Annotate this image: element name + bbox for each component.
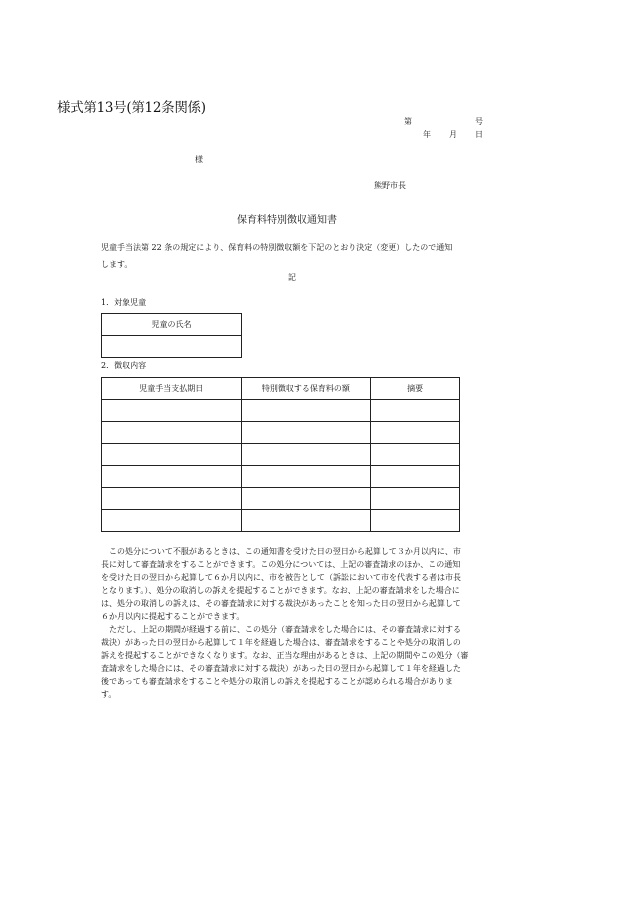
notice-line: 訴えを提起することができなくなります。なお、正当な理由があるときは、上記の期間やこの処分（審 — [101, 651, 469, 660]
table-row — [102, 466, 460, 488]
table-row — [102, 400, 460, 422]
amount-cell[interactable] — [241, 444, 371, 466]
amount-cell[interactable] — [241, 466, 371, 488]
section2-heading: 2．徴収内容 — [101, 361, 147, 370]
special-collection-amount-header: 特別徴収する保育料の額 — [241, 378, 371, 400]
table-row — [102, 444, 460, 466]
notice-line: 裁決）があった日の翌日から起算して１年を経過した場合は、審査請求をすることや処分の取消しの — [101, 638, 461, 647]
payment-date-cell[interactable] — [102, 510, 242, 532]
notice-line: 後であっても審査請求をすることや処分の取消しの訴えを提起することが認められる場合がありま — [101, 677, 453, 686]
addressee-honorific: 様 — [195, 155, 203, 164]
child-name-header: 児童の氏名 — [102, 314, 242, 336]
payment-date-cell[interactable] — [102, 488, 242, 510]
payment-date-header: 児童手当支払期日 — [102, 378, 242, 400]
intro-line: します。 — [101, 260, 133, 269]
remarks-cell[interactable] — [371, 488, 460, 510]
document-number-prefix: 第 — [404, 117, 412, 126]
date-day-label: 日 — [475, 130, 483, 139]
remarks-cell[interactable] — [371, 422, 460, 444]
date-year-label: 年 — [423, 130, 431, 139]
appeal-notice-paragraph-1 — [101, 545, 461, 623]
remarks-cell[interactable] — [371, 510, 460, 532]
notice-line: す。 — [101, 690, 117, 699]
notice-line: ただし、上記の期間が経過する前に、この処分（審査請求をした場合には、その審査請求に対する — [101, 625, 461, 634]
child-name-cell[interactable] — [102, 336, 242, 358]
amount-cell[interactable] — [241, 488, 371, 510]
date-month-label: 月 — [449, 130, 457, 139]
target-child-table — [101, 313, 242, 358]
appeal-notice-paragraph-2 — [101, 623, 468, 701]
amount-cell[interactable] — [241, 510, 371, 532]
remarks-cell[interactable] — [371, 444, 460, 466]
table-row — [102, 488, 460, 510]
payment-date-cell[interactable] — [102, 466, 242, 488]
notice-line: を受けた日の翌日から起算して６か月以内に、市を被告として（訴訟において市を代表する者は市長 — [101, 573, 461, 582]
notice-line: は、処分の取消しの訴えは、その審査請求に対する裁決があったことを知った日の翌日から起算して — [101, 599, 461, 608]
intro-paragraph-continued — [101, 258, 132, 271]
amount-cell[interactable] — [241, 400, 371, 422]
form-number-label: 様式第13号(第12条関係) — [57, 100, 206, 116]
document-number-suffix: 号 — [475, 117, 483, 126]
sender-name: 熊野市長 — [374, 181, 406, 190]
table-row — [102, 510, 460, 532]
intro-paragraph — [101, 241, 483, 254]
collection-table — [101, 377, 460, 532]
notice-line: ６か月以内に提起することができます。 — [101, 612, 245, 621]
notice-line: となります。）、処分の取消しの訴えを提起することができます。なお、上記の審査請求をした場合に — [101, 586, 460, 595]
remarks-header: 摘要 — [371, 378, 460, 400]
notice-line: この処分について不服があるときは、この通知書を受けた日の翌日から起算して３か月以内に、市 — [101, 547, 461, 556]
remarks-cell[interactable] — [371, 400, 460, 422]
section1-heading: 1．対象児童 — [101, 298, 147, 307]
ki-label: 記 — [288, 273, 296, 282]
payment-date-cell[interactable] — [102, 444, 242, 466]
document-title: 保育料特別徴収通知書 — [237, 215, 337, 226]
table-row — [102, 422, 460, 444]
intro-line: 児童手当法第 22 条の規定により、保育料の特別徴収額を下記のとおり決定（変更）したので通知 — [101, 243, 453, 252]
notice-line: 長に対して審査請求をすることができます。この処分については、上記の審査請求のほか、この通知 — [101, 560, 461, 569]
amount-cell[interactable] — [241, 422, 371, 444]
remarks-cell[interactable] — [371, 466, 460, 488]
notice-line: 査請求をした場合には、その審査請求に対する裁決）があった日の翌日から起算して１年を経過した — [101, 664, 461, 673]
payment-date-cell[interactable] — [102, 422, 242, 444]
payment-date-cell[interactable] — [102, 400, 242, 422]
